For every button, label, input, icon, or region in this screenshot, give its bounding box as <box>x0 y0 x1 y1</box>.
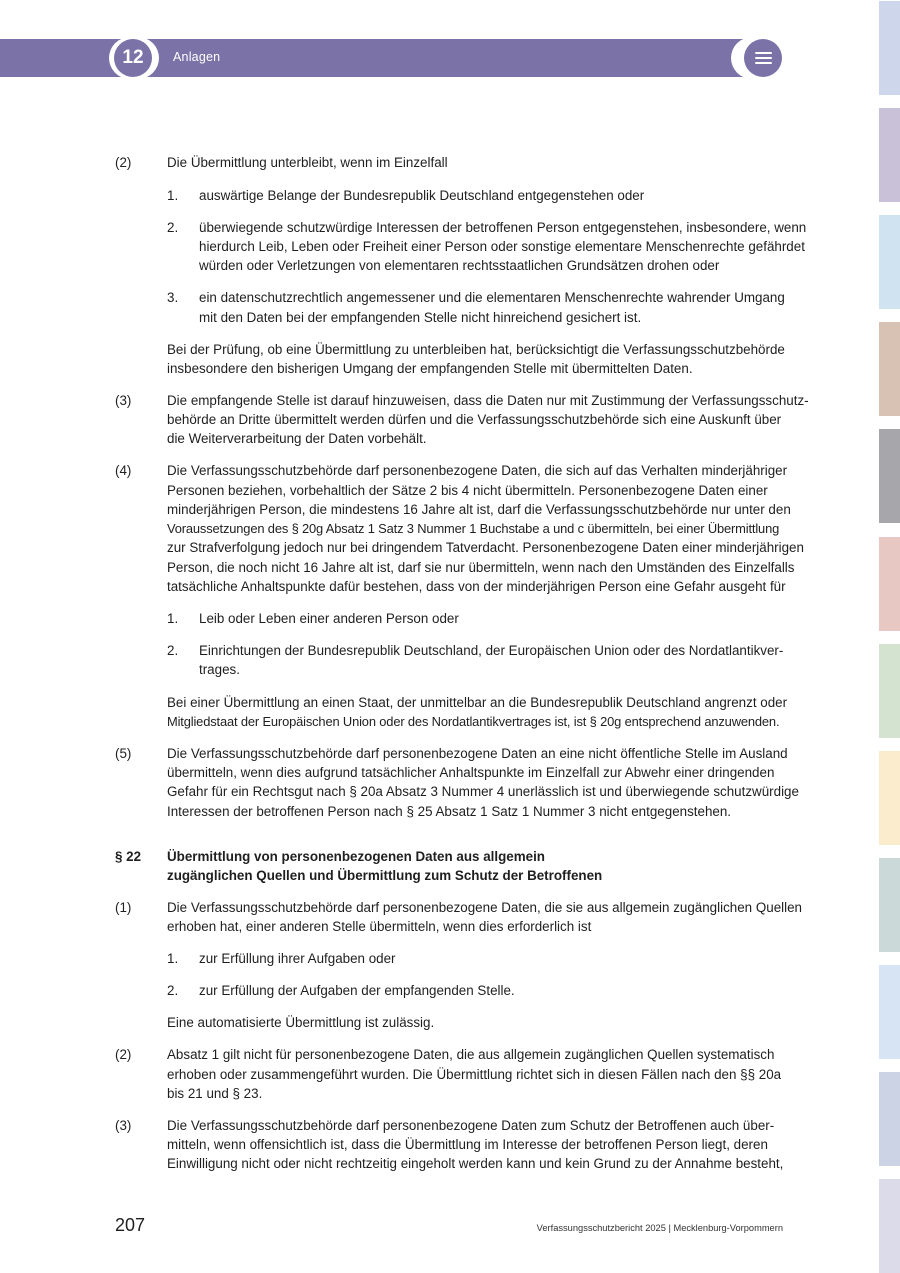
list-item-text: Einrichtungen der Bundesrepublik Deutschland, der Europäischen Union oder des Nordatlantikver- <box>199 643 784 658</box>
paragraph-number: (4) <box>115 463 132 478</box>
chapter-side-tab[interactable] <box>879 751 900 845</box>
chapter-side-tab[interactable] <box>879 965 900 1059</box>
list-item-text: überwiegende schutzwürdige Interessen der betroffenen Person entgegenstehen, insbesondere, wenn <box>199 220 807 235</box>
section-heading: Übermittlung von personenbezogenen Daten aus allgemein <box>167 849 545 864</box>
paragraph-text: erhoben hat, einer anderen Stelle übermitteln, wenn dies erforderlich ist <box>167 919 592 934</box>
list-number: 1. <box>167 611 179 626</box>
paragraph-text: Die Verfassungsschutzbehörde darf personenbezogene Daten, die sie aus allgemein zugänglichen Quellen <box>167 900 802 915</box>
list-number: 1. <box>167 188 179 203</box>
chapter-side-tab[interactable] <box>879 215 900 309</box>
menu-button[interactable] <box>744 39 782 77</box>
paragraph-text: erhoben oder zusammengeführt wurden. Die Übermittlung richtet sich in diesen Fällen nach den §§ 20a <box>167 1067 782 1082</box>
paragraph-text: Die empfangende Stelle ist darauf hinzuweisen, dass die Daten nur mit Zustimmung der Verfassungsschutz- <box>167 393 809 408</box>
paragraph-text: behörde an Dritte übermittelt werden dürfen und die Verfassungsschutzbehörde sich eine Auskunft über <box>167 412 782 427</box>
paragraph-number: (5) <box>115 746 132 761</box>
chapter-side-tab[interactable] <box>879 1179 900 1273</box>
paragraph-text: Absatz 1 gilt nicht für personenbezogene Daten, die aus allgemein zugänglichen Quellen systematisch <box>167 1047 775 1062</box>
paragraph-text: Die Verfassungsschutzbehörde darf personenbezogene Daten an eine nicht öffentliche Stelle im Ausland <box>167 746 788 761</box>
page-number: 207 <box>115 1215 146 1235</box>
list-item-text: würden oder Verletzungen von elementaren rechtsstaatlichen Grundsätzen drohen oder <box>199 258 720 273</box>
section-number: § 22 <box>115 849 142 864</box>
list-number: 2. <box>167 983 179 998</box>
chapter-title: Anlagen <box>173 50 221 64</box>
list-item-text: hierdurch Leib, Leben oder Freiheit einer Person oder sonstige elementare Menschenrechte gefährdet <box>199 239 805 254</box>
paragraph-text: tatsächliche Anhaltspunkte dafür bestehen, dass von der minderjährigen Person eine Gefahr ausgeht für <box>167 579 786 594</box>
list-item-text: trages. <box>199 662 240 677</box>
paragraph-text: Gefahr für ein Rechtsgut nach § 20a Absatz 3 Nummer 4 unerlässlich ist und überwiegende schutzwürdige <box>167 784 799 799</box>
section-heading: zugänglichen Quellen und Übermittlung zum Schutz der Betroffenen <box>167 868 603 883</box>
chapter-number: 12 <box>114 39 152 77</box>
paragraph-text: Voraussetzungen des § 20g Absatz 1 Satz 3 Nummer 1 Buchstabe a und c übermitteln, bei einer Übermittlung <box>167 521 780 536</box>
paragraph-text: Bei einer Übermittlung an einen Staat, der unmittelbar an die Bundesrepublik Deutschland angrenzt oder <box>167 695 788 710</box>
paragraph-number: (3) <box>115 1118 132 1133</box>
paragraph-text: mitteln, wenn offensichtlich ist, dass die Übermittlung im Interesse der betroffenen Person liegt, deren <box>167 1137 768 1152</box>
paragraph-number: (2) <box>115 1047 132 1062</box>
list-item-text: zur Erfüllung ihrer Aufgaben oder <box>199 951 396 966</box>
paragraph-text: Die Übermittlung unterbleibt, wenn im Einzelfall <box>167 155 448 170</box>
paragraph-number: (3) <box>115 393 132 408</box>
list-item-text: Leib oder Leben einer anderen Person oder <box>199 611 459 626</box>
list-item-text: ein datenschutzrechtlich angemessener und die elementaren Menschenrechte wahrender Umgang <box>199 290 785 305</box>
list-number: 3. <box>167 290 179 305</box>
paragraph-text: Die Verfassungsschutzbehörde darf personenbezogene Daten zum Schutz der Betroffenen auch über- <box>167 1118 775 1133</box>
paragraph-text: Personen beziehen, vorbehaltlich der Sätze 2 bis 4 nicht übermitteln. Personenbezogene Daten einer <box>167 483 768 498</box>
chapter-side-tab[interactable] <box>879 1072 900 1166</box>
chapter-side-tab[interactable] <box>879 537 900 631</box>
chapter-side-tab[interactable] <box>879 429 900 523</box>
list-item-text: zur Erfüllung der Aufgaben der empfangenden Stelle. <box>199 983 515 998</box>
list-item-text: mit den Daten bei der empfangenden Stelle nicht hinreichend gesichert ist. <box>199 310 642 325</box>
paragraph-text: Interessen der betroffenen Person nach § 25 Absatz 1 Satz 1 Nummer 3 nicht entgegenstehen. <box>167 804 732 819</box>
chapter-side-tab[interactable] <box>879 108 900 202</box>
footer-publication-info: Verfassungsschutzbericht 2025 | Mecklenburg-Vorpommern <box>536 1223 783 1233</box>
paragraph-text: Eine automatisierte Übermittlung ist zulässig. <box>167 1015 435 1030</box>
list-item-text: auswärtige Belange der Bundesrepublik Deutschland entgegenstehen oder <box>199 188 645 203</box>
paragraph-text: übermitteln, wenn dies aufgrund tatsächlicher Anhaltspunkte im Einzelfall zur Abwehr einer dringenden <box>167 765 775 780</box>
chapter-side-tab[interactable] <box>879 644 900 738</box>
paragraph-text: minderjährigen Person, die mindestens 16 Jahre alt ist, darf die Verfassungsschutzbehörde nur unter den <box>167 502 791 517</box>
chapter-side-tab[interactable] <box>879 322 900 416</box>
paragraph-text: Die Verfassungsschutzbehörde darf personenbezogene Daten, die sich auf das Verhalten minderjähriger <box>167 463 788 478</box>
paragraph-text: Bei der Prüfung, ob eine Übermittlung zu unterbleiben hat, berücksichtigt die Verfassungsschutzbehörde <box>167 342 785 357</box>
chapter-side-tab[interactable] <box>879 1 900 95</box>
paragraph-text: insbesondere den bisherigen Umgang der empfangenden Stelle mit übermittelten Daten. <box>167 361 693 376</box>
paragraph-text: zur Strafverfolgung jedoch nur bei dringendem Tatverdacht. Personenbezogene Daten einer minderjährigen <box>167 540 804 555</box>
paragraph-text: Mitgliedstaat der Europäischen Union oder des Nordatlantikvertrages ist, ist § 20g entsprechend anzuwenden. <box>167 714 780 729</box>
paragraph-text: bis 21 und § 23. <box>167 1086 263 1101</box>
list-number: 1. <box>167 951 179 966</box>
paragraph-text: Person, die noch nicht 16 Jahre alt ist, darf sie nur übermitteln, wenn nach den Umständen des Einzelfalls <box>167 560 795 575</box>
paragraph-number: (2) <box>115 155 132 170</box>
list-number: 2. <box>167 220 179 235</box>
paragraph-text: die Weiterverarbeitung der Daten vorbehält. <box>167 431 427 446</box>
list-number: 2. <box>167 643 179 658</box>
paragraph-number: (1) <box>115 900 132 915</box>
chapter-side-tab[interactable] <box>879 858 900 952</box>
paragraph-text: Einwilligung nicht oder nicht rechtzeitig eingeholt werden kann und kein Grund zu der Annahme besteht, <box>167 1156 784 1171</box>
